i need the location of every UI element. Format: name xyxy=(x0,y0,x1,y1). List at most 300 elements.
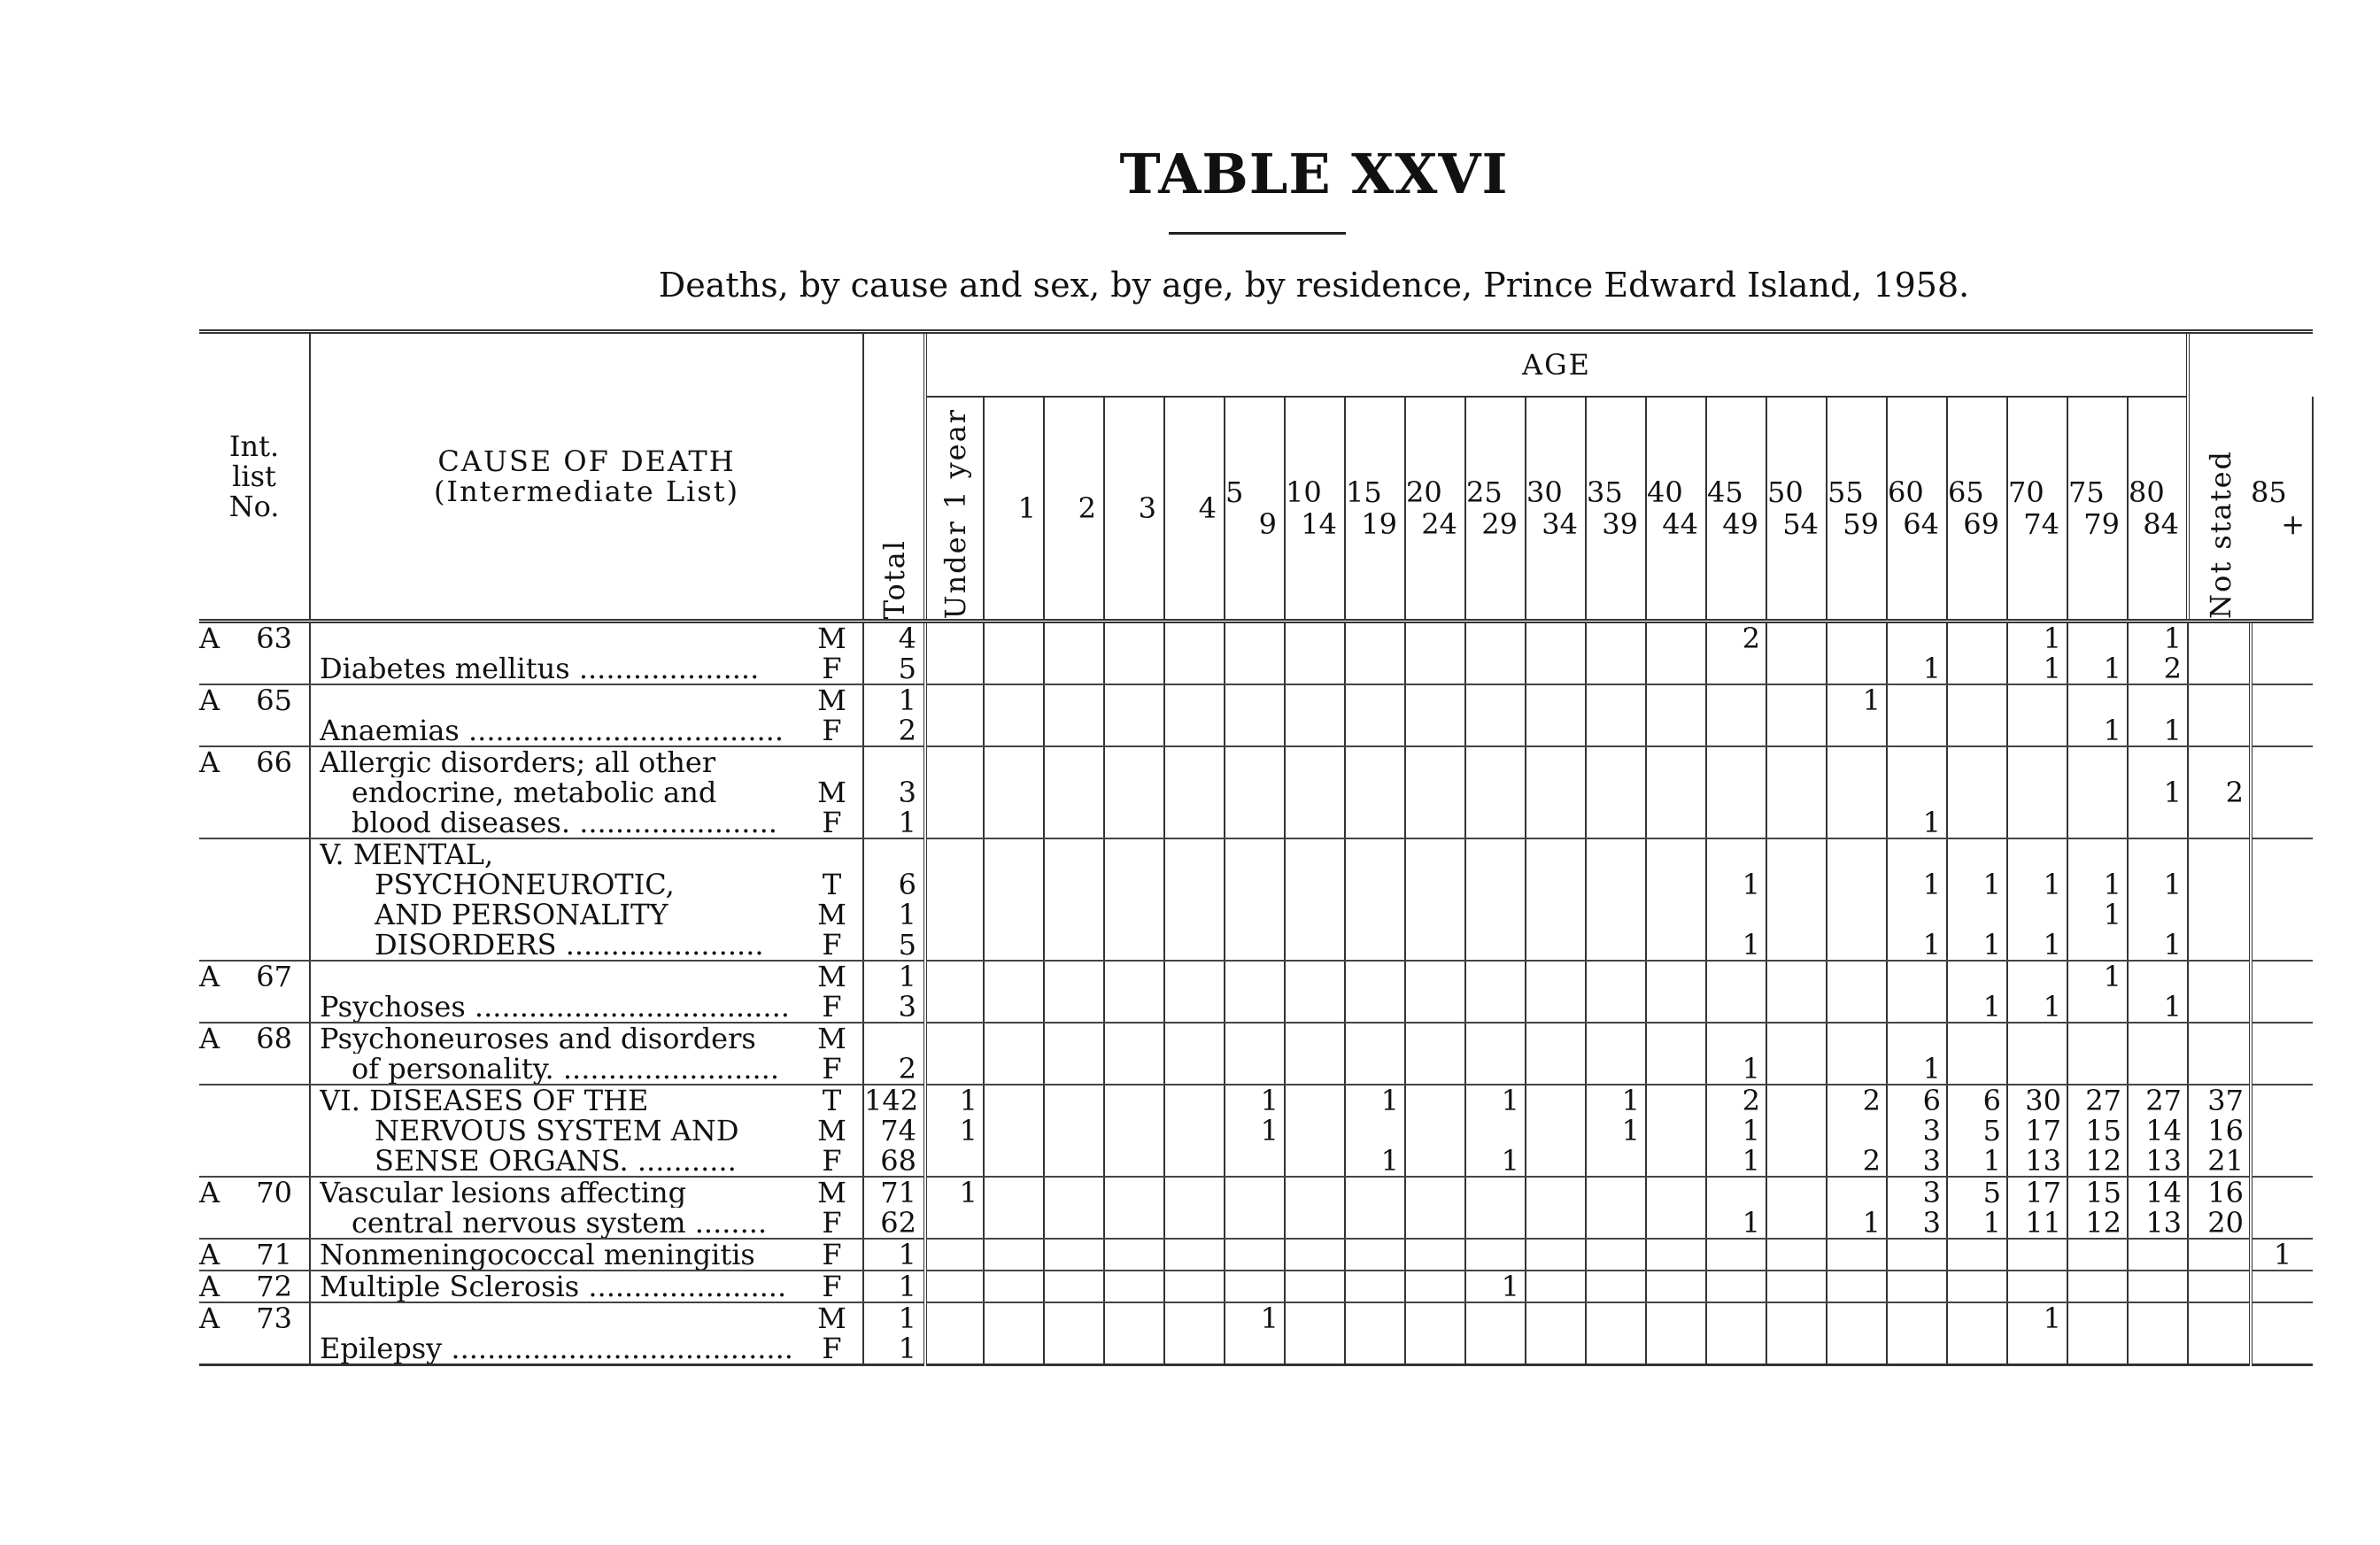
age-count-value xyxy=(1587,1333,1640,1363)
age-count xyxy=(1405,684,1465,746)
age-count-value xyxy=(1707,777,1760,807)
age-count xyxy=(2188,1023,2251,1085)
age-count-value xyxy=(1286,653,1339,684)
age-count-value xyxy=(2068,623,2121,653)
age-count-value: 13 xyxy=(2145,1206,2182,1240)
age-count xyxy=(1646,622,1706,685)
age-count-value: 1 xyxy=(1982,928,2001,962)
sex xyxy=(801,622,863,685)
sex-value: F xyxy=(822,1332,842,1365)
age-count-value xyxy=(1828,1333,1881,1363)
under-1-year-value xyxy=(927,1024,978,1054)
age-count xyxy=(984,622,1044,685)
total-value: 2 xyxy=(898,1052,916,1085)
age-count-value xyxy=(1165,1178,1218,1208)
cause-text-line: Multiple Sclerosis ...................... xyxy=(320,1271,787,1302)
age-count-value: 1 xyxy=(1922,928,1941,962)
age-count xyxy=(1164,684,1225,746)
age-count xyxy=(1405,838,1465,961)
header-age-from: 5 xyxy=(1225,475,1244,509)
age-count-value xyxy=(1828,930,1881,960)
cause-text-line: AND PERSONALITY xyxy=(375,900,668,930)
age-count-value xyxy=(985,653,1038,684)
under-1-year xyxy=(925,961,984,1023)
age-count xyxy=(1044,684,1104,746)
age-count xyxy=(2007,1271,2067,1302)
not-stated xyxy=(2251,684,2313,746)
age-count-value xyxy=(2189,807,2244,838)
age-count-value xyxy=(1286,869,1339,900)
age-count xyxy=(1104,622,1164,685)
age-count-value xyxy=(1225,1146,1279,1176)
age-count xyxy=(1345,1177,1405,1239)
age-count-value xyxy=(1767,623,1820,653)
header-age-from: 50 xyxy=(1767,475,1804,509)
age-count-value: 1 xyxy=(1260,1302,1279,1335)
age-count-value xyxy=(1647,992,1700,1022)
age-count-value: 1 xyxy=(1982,990,2001,1024)
age-count-value: 1 xyxy=(1922,868,1941,901)
age-count xyxy=(1586,1085,1646,1177)
cause-of-death xyxy=(310,961,801,1023)
header-age-to: 2 xyxy=(1078,491,1096,525)
age-count-value xyxy=(985,1208,1038,1238)
age-count-value xyxy=(1406,1208,1459,1238)
age-count-value xyxy=(1045,839,1098,869)
age-count-value xyxy=(1888,623,1941,653)
age-count-value xyxy=(1466,715,1519,745)
age-count-value xyxy=(2189,623,2244,653)
age-count-value xyxy=(985,869,1038,900)
age-count-value xyxy=(1406,869,1459,900)
age-count-value xyxy=(985,1178,1038,1208)
under-1-year-value xyxy=(927,1054,978,1084)
age-count-value: 16 xyxy=(2207,1176,2244,1209)
table-row xyxy=(199,622,2313,685)
age-count xyxy=(1766,1302,1827,1365)
sex-value: F xyxy=(822,652,842,685)
not-stated-value xyxy=(2252,653,2313,684)
age-count xyxy=(1465,838,1526,961)
age-count-value xyxy=(1526,839,1580,869)
total xyxy=(863,1177,925,1239)
age-count xyxy=(2067,838,2128,961)
age-count xyxy=(1766,1271,1827,1302)
total-value: 1 xyxy=(898,898,916,931)
not-stated-value xyxy=(2252,1178,2313,1208)
age-count-value xyxy=(1466,747,1519,777)
age-count xyxy=(1225,1271,1285,1302)
age-count xyxy=(2007,1023,2067,1085)
age-count xyxy=(1887,1177,1947,1239)
age-count xyxy=(1947,746,2007,838)
age-count-value xyxy=(2189,930,2244,960)
age-count xyxy=(1827,1302,1887,1365)
age-count-value xyxy=(1707,992,1760,1022)
header-age-to: 79 xyxy=(2083,507,2120,541)
age-count xyxy=(1887,622,1947,685)
age-count-value xyxy=(1767,1178,1820,1208)
age-count xyxy=(1646,838,1706,961)
header-age-from: 60 xyxy=(1888,475,1924,509)
age-count-value xyxy=(2189,992,2244,1022)
age-count xyxy=(1345,684,1405,746)
age-count xyxy=(984,746,1044,838)
age-count xyxy=(2188,746,2251,838)
age-count-value xyxy=(1406,839,1459,869)
age-count-value: 14 xyxy=(2145,1176,2182,1209)
age-count xyxy=(1104,838,1164,961)
age-count-value: 1 xyxy=(1922,1052,1941,1085)
age-count-value xyxy=(1767,1303,1820,1333)
header-age-from: 30 xyxy=(1526,475,1563,509)
age-count-value xyxy=(1406,1054,1459,1084)
cause-text-line: V. MENTAL, xyxy=(320,839,494,869)
age-count-value xyxy=(1165,1333,1218,1363)
age-count xyxy=(2128,1271,2188,1302)
header-age-group xyxy=(1225,397,1285,622)
int-list-number xyxy=(199,1302,310,1365)
not-stated-value xyxy=(2252,1271,2313,1302)
total-value: 1 xyxy=(898,960,916,993)
age-count-value xyxy=(1587,1024,1640,1054)
age-count-value xyxy=(1165,747,1218,777)
list-number: 70 xyxy=(256,1176,292,1209)
cause-text-line: NERVOUS SYSTEM AND xyxy=(375,1116,739,1146)
age-count-value xyxy=(1165,1085,1218,1116)
age-count xyxy=(1706,961,1766,1023)
age-count xyxy=(1887,1085,1947,1177)
age-count xyxy=(1706,1085,1766,1177)
int-list-number xyxy=(199,1085,310,1177)
age-count xyxy=(1706,1023,1766,1085)
age-count-value xyxy=(1105,1146,1158,1176)
age-count-value xyxy=(2129,1240,2182,1270)
age-count-value xyxy=(985,962,1038,992)
age-count-value xyxy=(1165,1116,1218,1146)
age-count-value xyxy=(1346,777,1399,807)
age-count-value xyxy=(1045,1146,1098,1176)
age-count-value xyxy=(1888,777,1941,807)
int-list-number xyxy=(199,961,310,1023)
age-count-value xyxy=(2008,839,2061,869)
header-age-to: 74 xyxy=(2023,507,2059,541)
age-count-value xyxy=(1948,1054,2001,1084)
header-age-to: 54 xyxy=(1782,507,1819,541)
age-count xyxy=(1766,1023,1827,1085)
age-count-value xyxy=(1406,930,1459,960)
sex-value: M xyxy=(817,622,846,655)
sex-value: M xyxy=(817,1302,846,1335)
header-age-from: 70 xyxy=(2008,475,2044,509)
age-count-value xyxy=(1105,777,1158,807)
age-count xyxy=(1164,622,1225,685)
cause-text-line: Anaemias ................................... xyxy=(320,715,784,745)
age-count-value xyxy=(1767,1333,1820,1363)
age-count-value xyxy=(1828,869,1881,900)
total-value xyxy=(864,839,916,869)
age-count-value xyxy=(1526,715,1580,745)
age-count-value xyxy=(1828,839,1881,869)
age-count-value xyxy=(1647,1208,1700,1238)
age-count xyxy=(1104,1085,1164,1177)
age-count-value xyxy=(1406,992,1459,1022)
cause-of-death xyxy=(310,746,801,838)
age-count xyxy=(1345,838,1405,961)
age-count-value xyxy=(1105,807,1158,838)
age-count-value xyxy=(1466,930,1519,960)
header-not-stated xyxy=(2188,332,2251,622)
age-count-value xyxy=(1767,900,1820,930)
age-count xyxy=(1586,1302,1646,1365)
deaths-table-container xyxy=(199,329,2314,1480)
header-age-from: 20 xyxy=(1406,475,1442,509)
sex-value: F xyxy=(822,928,842,962)
age-count-value xyxy=(1767,992,1820,1022)
age-count-value xyxy=(1105,653,1158,684)
age-count xyxy=(1646,961,1706,1023)
age-count xyxy=(1646,1302,1706,1365)
age-count-value xyxy=(1165,869,1218,900)
age-count-value xyxy=(1466,1303,1519,1333)
sex-value: M xyxy=(817,776,846,809)
age-count xyxy=(1225,1302,1285,1365)
age-count-value xyxy=(1526,1146,1580,1176)
age-count-value xyxy=(1647,962,1700,992)
age-count-value xyxy=(1948,1240,2001,1270)
cause-of-death xyxy=(310,1085,801,1177)
cause-text-line: Epilepsy ...................................... xyxy=(320,1333,793,1363)
under-1-year xyxy=(925,1302,984,1365)
total-value: 1 xyxy=(898,1332,916,1365)
age-count xyxy=(2007,838,2067,961)
age-count xyxy=(1947,1177,2007,1239)
age-count-value xyxy=(1526,1024,1580,1054)
age-count xyxy=(1465,1302,1526,1365)
age-count-value: 16 xyxy=(2207,1114,2244,1147)
not-stated-value xyxy=(2252,962,2313,992)
age-count-value: 1 xyxy=(1260,1114,1279,1147)
age-count-value xyxy=(2189,715,2244,745)
sex xyxy=(801,1023,863,1085)
age-count xyxy=(1586,1177,1646,1239)
age-count-value xyxy=(1406,1116,1459,1146)
age-count-value xyxy=(1105,1116,1158,1146)
age-count-value xyxy=(1526,962,1580,992)
age-count-value xyxy=(1346,623,1399,653)
list-number: 68 xyxy=(256,1022,292,1055)
age-count xyxy=(1827,1085,1887,1177)
age-count-value xyxy=(1045,869,1098,900)
age-count-value xyxy=(1105,962,1158,992)
age-count-value xyxy=(1286,715,1339,745)
age-count xyxy=(984,684,1044,746)
age-count-value xyxy=(1045,807,1098,838)
age-count-value xyxy=(1888,715,1941,745)
total xyxy=(863,1085,925,1177)
under-1-year-value xyxy=(927,653,978,684)
age-count-value xyxy=(1647,1303,1700,1333)
age-count xyxy=(1104,1271,1164,1302)
age-count-value xyxy=(1647,1333,1700,1363)
age-count-value xyxy=(1587,839,1640,869)
int-list-number xyxy=(199,1023,310,1085)
header-age-group xyxy=(1827,397,1887,622)
age-count-value: 15 xyxy=(2085,1176,2121,1209)
header-age-to: 84 xyxy=(2143,507,2179,541)
age-count-value xyxy=(1045,1303,1098,1333)
age-count-value xyxy=(1165,623,1218,653)
age-count-value: 3 xyxy=(1922,1144,1941,1178)
age-count xyxy=(1104,1239,1164,1271)
age-count xyxy=(1225,961,1285,1023)
age-count xyxy=(1225,622,1285,685)
age-count-value xyxy=(1346,900,1399,930)
not-stated-value xyxy=(2252,839,2313,869)
age-count-value xyxy=(1587,1271,1640,1302)
age-count-value xyxy=(985,992,1038,1022)
age-count-value xyxy=(1165,777,1218,807)
age-count-value xyxy=(1286,1303,1339,1333)
age-count-value xyxy=(1526,1085,1580,1116)
age-count-value xyxy=(2189,962,2244,992)
age-count-value xyxy=(1165,962,1218,992)
total-value: 68 xyxy=(880,1144,916,1178)
age-count xyxy=(1947,1023,2007,1085)
age-count-value xyxy=(1707,1271,1760,1302)
age-count-value xyxy=(1346,869,1399,900)
age-count-value xyxy=(2189,747,2244,777)
header-age-from: 35 xyxy=(1587,475,1623,509)
age-count-value xyxy=(1165,807,1218,838)
age-count xyxy=(1405,1271,1465,1302)
age-count-value xyxy=(2189,839,2244,869)
age-count-value xyxy=(1526,900,1580,930)
age-count xyxy=(1405,1023,1465,1085)
age-count-value: 2 xyxy=(2225,776,2244,809)
header-cause-line-1: CAUSE OF DEATH xyxy=(437,444,736,478)
age-count-value xyxy=(1346,930,1399,960)
age-count xyxy=(1405,746,1465,838)
age-count-value xyxy=(985,1085,1038,1116)
header-age-to: 69 xyxy=(1963,507,1999,541)
age-count-value xyxy=(1105,1054,1158,1084)
total-value: 1 xyxy=(898,1270,916,1303)
header-age-to: 49 xyxy=(1722,507,1758,541)
age-count-value xyxy=(1346,653,1399,684)
cause-of-death xyxy=(310,1271,801,1302)
age-count-value xyxy=(1165,1208,1218,1238)
list-number: 65 xyxy=(256,684,292,717)
list-letter: A xyxy=(199,745,220,779)
header-age-to: 4 xyxy=(1198,491,1217,525)
age-count xyxy=(1225,1177,1285,1239)
age-count-value xyxy=(1948,839,2001,869)
age-count-value xyxy=(2068,1271,2121,1302)
age-count-value: 3 xyxy=(1922,1206,1941,1240)
title-underline xyxy=(1169,232,1346,235)
age-count-value: 27 xyxy=(2145,1084,2182,1117)
not-stated xyxy=(2251,1239,2313,1271)
header-age-to: 1 xyxy=(1017,491,1036,525)
under-1-year-value: 1 xyxy=(959,1084,978,1117)
age-count-value: 1 xyxy=(1922,652,1941,685)
age-count-value xyxy=(2068,930,2121,960)
table-row xyxy=(199,1271,2313,1302)
age-count xyxy=(1405,961,1465,1023)
header-age-group xyxy=(1405,397,1465,622)
age-count-value: 6 xyxy=(1982,1084,2001,1117)
cause-text-line: Psychoses ................................... xyxy=(320,992,790,1022)
age-count xyxy=(1044,1302,1104,1365)
age-count-value xyxy=(1526,1054,1580,1084)
age-count xyxy=(2188,1271,2251,1302)
age-count-value xyxy=(1466,1240,1519,1270)
age-count-value xyxy=(1707,685,1760,715)
header-age-group xyxy=(2067,397,2128,622)
age-count-value xyxy=(1888,1024,1941,1054)
age-count-value xyxy=(1045,653,1098,684)
cause-text-line: blood diseases. ...................... xyxy=(352,807,777,838)
age-count-value xyxy=(1767,1054,1820,1084)
age-count xyxy=(2007,622,2067,685)
age-count-value xyxy=(1888,839,1941,869)
age-count-value xyxy=(1526,930,1580,960)
age-count xyxy=(1465,961,1526,1023)
age-count xyxy=(1766,684,1827,746)
age-count-value xyxy=(1466,1054,1519,1084)
age-count-value xyxy=(1045,1271,1098,1302)
age-count-value: 13 xyxy=(2145,1144,2182,1178)
age-count xyxy=(1164,746,1225,838)
age-count-value: 1 xyxy=(1380,1144,1399,1178)
age-count xyxy=(1104,1023,1164,1085)
age-count-value xyxy=(1647,1024,1700,1054)
age-count-value xyxy=(1225,992,1279,1022)
age-count-value xyxy=(1105,1178,1158,1208)
header-age-from: 75 xyxy=(2068,475,2105,509)
age-count xyxy=(1827,1177,1887,1239)
age-count xyxy=(1044,746,1104,838)
age-count-value xyxy=(1165,839,1218,869)
under-1-year-value xyxy=(927,900,978,930)
table-row xyxy=(199,1023,2313,1085)
age-count xyxy=(1586,622,1646,685)
header-age-group xyxy=(1526,397,1586,622)
age-count-value xyxy=(1165,900,1218,930)
header-age: AGE xyxy=(925,332,2188,398)
age-count xyxy=(984,1085,1044,1177)
age-count-value xyxy=(2068,1333,2121,1363)
sex-value: F xyxy=(822,990,842,1024)
age-count xyxy=(2188,838,2251,961)
age-count-value: 1 xyxy=(1260,1084,1279,1117)
cause-text-line: Diabetes mellitus .................... xyxy=(320,653,760,684)
age-count-value xyxy=(1045,1240,1098,1270)
age-count xyxy=(1104,961,1164,1023)
age-count-value xyxy=(1767,869,1820,900)
age-count-value xyxy=(1647,1116,1700,1146)
table-row xyxy=(199,746,2313,838)
under-1-year-value xyxy=(927,1333,978,1363)
not-stated xyxy=(2251,1271,2313,1302)
age-count-value xyxy=(2008,1333,2061,1363)
age-count xyxy=(1827,684,1887,746)
age-count-value: 1 xyxy=(1742,868,1760,901)
age-count-value xyxy=(1165,930,1218,960)
age-count-value xyxy=(1225,1333,1279,1363)
age-count xyxy=(2067,1085,2128,1177)
